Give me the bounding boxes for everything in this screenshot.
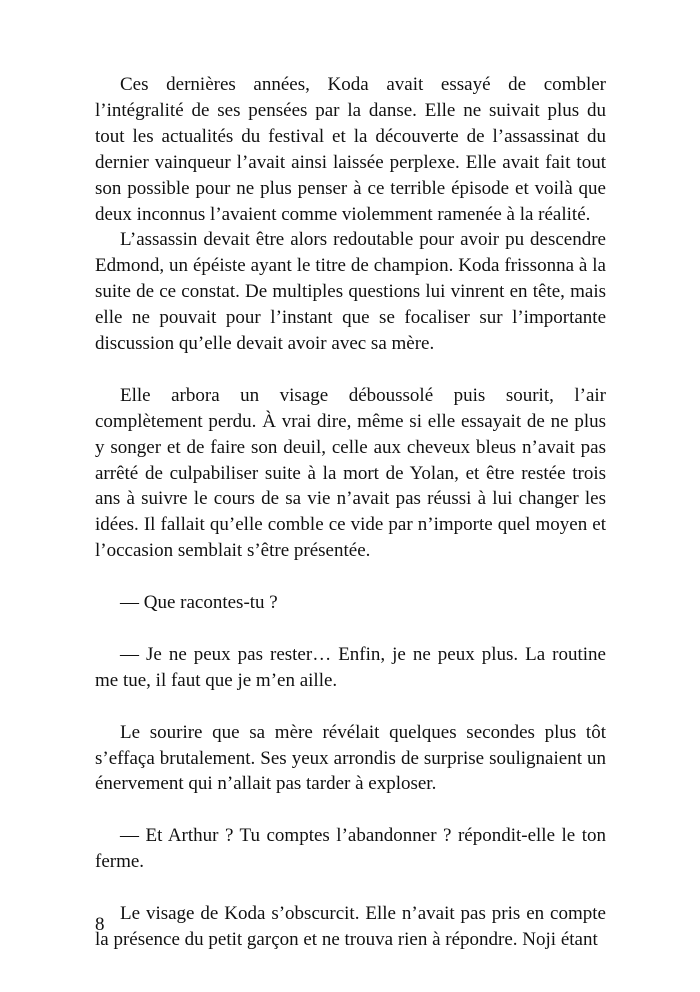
paragraph-3: Elle arbora un visage déboussolé puis sourit, l’air complètement perdu. À vrai dire, même si elle essayait de ne plus y songer et de faire son deuil, celle aux cheveux bleus n’avait pas arrêté de culpabiliser suite à la mort de Yolan, et être restée trois ans à suivre le cours de sa vie n’avait pas réussi à lui changer les idées. Il fallait qu’elle comble ce vide par n’importe quel moyen et l’occasion semblait s’être présentée. <box>95 384 606 562</box>
paragraph-4: Le sourire que sa mère révélait quelques secondes plus tôt s’effaça brutalement. Ses yeux arrondis de surprise soulignaient un énervement qui n’allait pas tarder à exploser. <box>95 721 606 795</box>
page-number: 8 <box>95 914 105 935</box>
dialogue-line-3: — Et Arthur ? Tu comptes l’abandonner ? répondit-elle le ton ferme. <box>95 825 606 873</box>
dialogue-line-2: — Je ne peux pas rester… Enfin, je ne peux plus. La routine me tue, il faut que je m’en aille. <box>95 643 606 691</box>
paragraph-1: Ces dernières années, Koda avait essayé de combler l’intégralité de ses pensées par la danse. Elle ne suivait plus du tout les actualités du festival et la découverte de l’assassinat du dernier vainqueur l’avait ainsi laissée perplexe. Elle avait fait tout son possible pour ne plus penser à ce terrible épisode et voilà que deux inconnus l’avaient comme violemment ramenée à la réalité. <box>95 74 606 225</box>
paragraph-2: L’assassin devait être alors redoutable pour avoir pu descendre Edmond, un épéiste ayant le titre de champion. Koda frissonna à la suite de ce constat. De multiples questions lui vinrent en tête, mais elle ne pouvait pour l’instant que se focaliser sur l’importante discussion qu’elle devait avoir avec sa mère. <box>95 229 606 355</box>
paragraph-5: Le visage de Koda s’obscurcit. Elle n’avait pas pris en compte la présence du petit garçon et ne trouva rien à répondre. Noji étant <box>95 902 606 950</box>
dialogue-line-1: — Que racontes-tu ? <box>120 592 278 614</box>
body-text <box>95 72 606 953</box>
